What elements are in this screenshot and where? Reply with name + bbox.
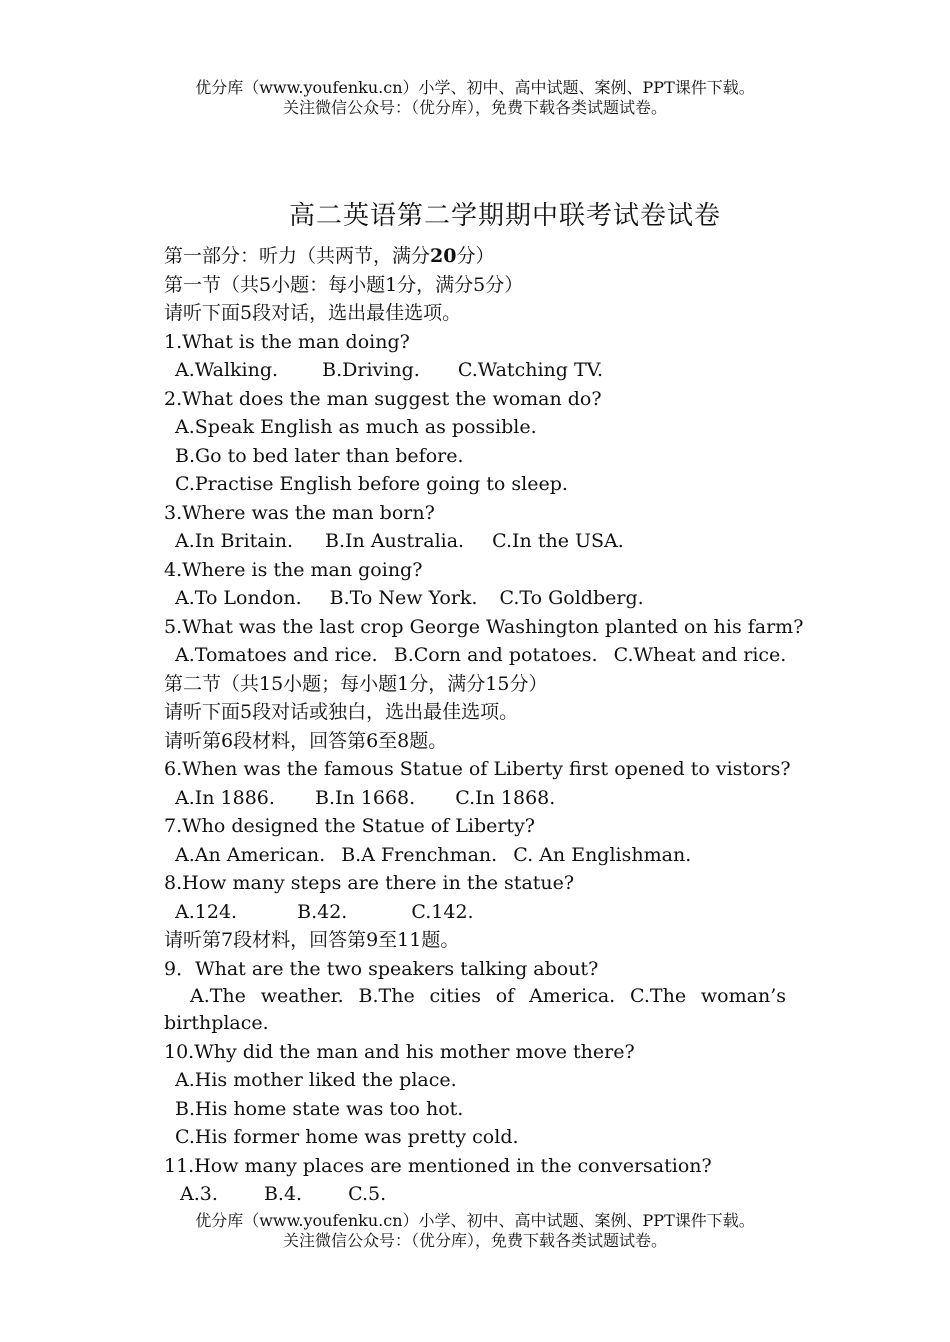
option-b: B.Go to bed later than before. <box>175 444 464 467</box>
option-a: A.Walking. <box>175 359 279 381</box>
option-c: C.In 1868. <box>455 786 556 809</box>
option-a: A.In Britain. <box>175 530 293 552</box>
page-footer <box>0 1211 950 1251</box>
question-8: 8.How many steps are there in the statue? <box>164 872 575 894</box>
option-c: C.Watching TV. <box>457 359 604 381</box>
option-a: A.To London. <box>175 587 302 609</box>
section1-instruction: 请听下面5段对话，选出最佳选项。 <box>164 302 462 324</box>
option-a: A.Tomatoes and rice. <box>175 644 378 666</box>
option-b-word-2: cities <box>429 985 481 1007</box>
question-2: 2.What does the man suggest the woman do? <box>164 387 602 410</box>
question-7-options <box>164 841 794 870</box>
question-8-options <box>164 898 794 927</box>
option-b: B.In Australia. <box>325 530 465 552</box>
option-c: C.142. <box>411 900 474 923</box>
part1-heading-suffix: 分） <box>456 245 495 267</box>
page-header-top <box>0 78 950 118</box>
option-c: C.5. <box>348 1183 387 1205</box>
material-7-instruction: 请听第7段材料，回答第9至11题。 <box>164 929 460 951</box>
question-5-options <box>164 641 794 670</box>
option-b: B.His home state was too hot. <box>175 1097 464 1120</box>
option-a: A.An American. <box>175 843 326 866</box>
option-b: B.Corn and potatoes. <box>393 644 598 666</box>
question-9-options <box>164 983 794 1009</box>
question-11: 11.How many places are mentioned in the conversation? <box>164 1154 712 1177</box>
question-4-options <box>164 584 794 613</box>
option-b: B.To New York. <box>329 587 478 609</box>
section2-instruction: 请听下面5段对话或独白，选出最佳选项。 <box>164 701 519 723</box>
option-c: C.Wheat and rice. <box>613 644 787 666</box>
material-6-instruction: 请听第6段材料，回答第6至8题。 <box>164 729 448 752</box>
option-a-word-2: weather. <box>260 985 344 1007</box>
option-b: B.4. <box>263 1183 303 1205</box>
option-a: A.His mother liked the place. <box>175 1069 457 1091</box>
question-9: 9．What are the two speakers talking about? <box>164 957 599 980</box>
option-b-word-3: of <box>495 985 515 1007</box>
header-line-1: 优分库（www.youfenku.cn）小学、初中、高中试题、案例、PPT课件下载。 <box>195 78 755 97</box>
option-c-word-1: C.The <box>630 985 687 1007</box>
option-b-word-1: B.The <box>358 985 415 1007</box>
question-1-options <box>164 356 794 385</box>
header-line-2: 关注微信公众号：（优分库），免费下载各类试题试卷。 <box>282 98 667 117</box>
option-c: C. An Englishman. <box>513 843 692 866</box>
option-c: C.To Goldberg. <box>499 587 644 609</box>
question-3-options <box>164 527 794 556</box>
part1-heading-prefix: 第一部分：听力（共两节，满分 <box>164 245 431 267</box>
option-c: C.His former home was pretty cold. <box>175 1126 519 1148</box>
page-title: 高二英语第二学期期中联考试卷试卷 <box>288 201 721 231</box>
part1-heading <box>164 242 794 271</box>
question-4: 4.Where is the man going? <box>164 558 423 581</box>
option-a: A.124. <box>175 900 238 923</box>
part1-heading-score: 20 <box>430 245 457 267</box>
option-a: A.3. <box>180 1183 218 1205</box>
section2-heading: 第二节（共15小题；每小题1分，满分15分） <box>164 672 548 695</box>
footer-line-2: 关注微信公众号：（优分库），免费下载各类试题试卷。 <box>282 1231 667 1250</box>
option-a-word-1: A.The <box>190 985 246 1007</box>
option-c: C.Practise English before going to sleep. <box>175 473 568 495</box>
option-b: B.42. <box>297 900 348 923</box>
section1-heading: 第一节（共5小题：每小题1分，满分5分） <box>164 273 524 296</box>
option-a: A.Speak English as much as possible. <box>175 416 537 438</box>
question-9-option-continuation: birthplace. <box>164 1012 269 1034</box>
option-c: C.In the USA. <box>492 530 624 552</box>
option-b-word-4: America. <box>529 985 616 1007</box>
question-6-options <box>164 784 794 813</box>
footer-line-1: 优分库（www.youfenku.cn）小学、初中、高中试题、案例、PPT课件下载。 <box>195 1211 755 1230</box>
question-3: 3.Where was the man born? <box>164 501 435 524</box>
exam-content <box>164 242 804 1209</box>
option-b: B.Driving. <box>322 359 420 381</box>
question-10: 10.Why did the man and his mother move there? <box>164 1040 635 1063</box>
option-b: B.A Frenchman. <box>341 843 498 866</box>
question-7: 7.Who designed the Statue of Liberty? <box>164 815 535 837</box>
option-b: B.In 1668. <box>314 786 416 809</box>
question-1: 1.What is the man doing? <box>164 330 410 353</box>
option-c-word-2: woman’s <box>700 985 786 1007</box>
question-5: 5.What was the last crop George Washington planted on his farm? <box>164 615 804 638</box>
question-11-options <box>164 1180 794 1209</box>
question-6: 6.When was the famous Statue of Liberty first opened to vistors? <box>164 758 791 780</box>
option-a: A.In 1886. <box>175 786 275 809</box>
